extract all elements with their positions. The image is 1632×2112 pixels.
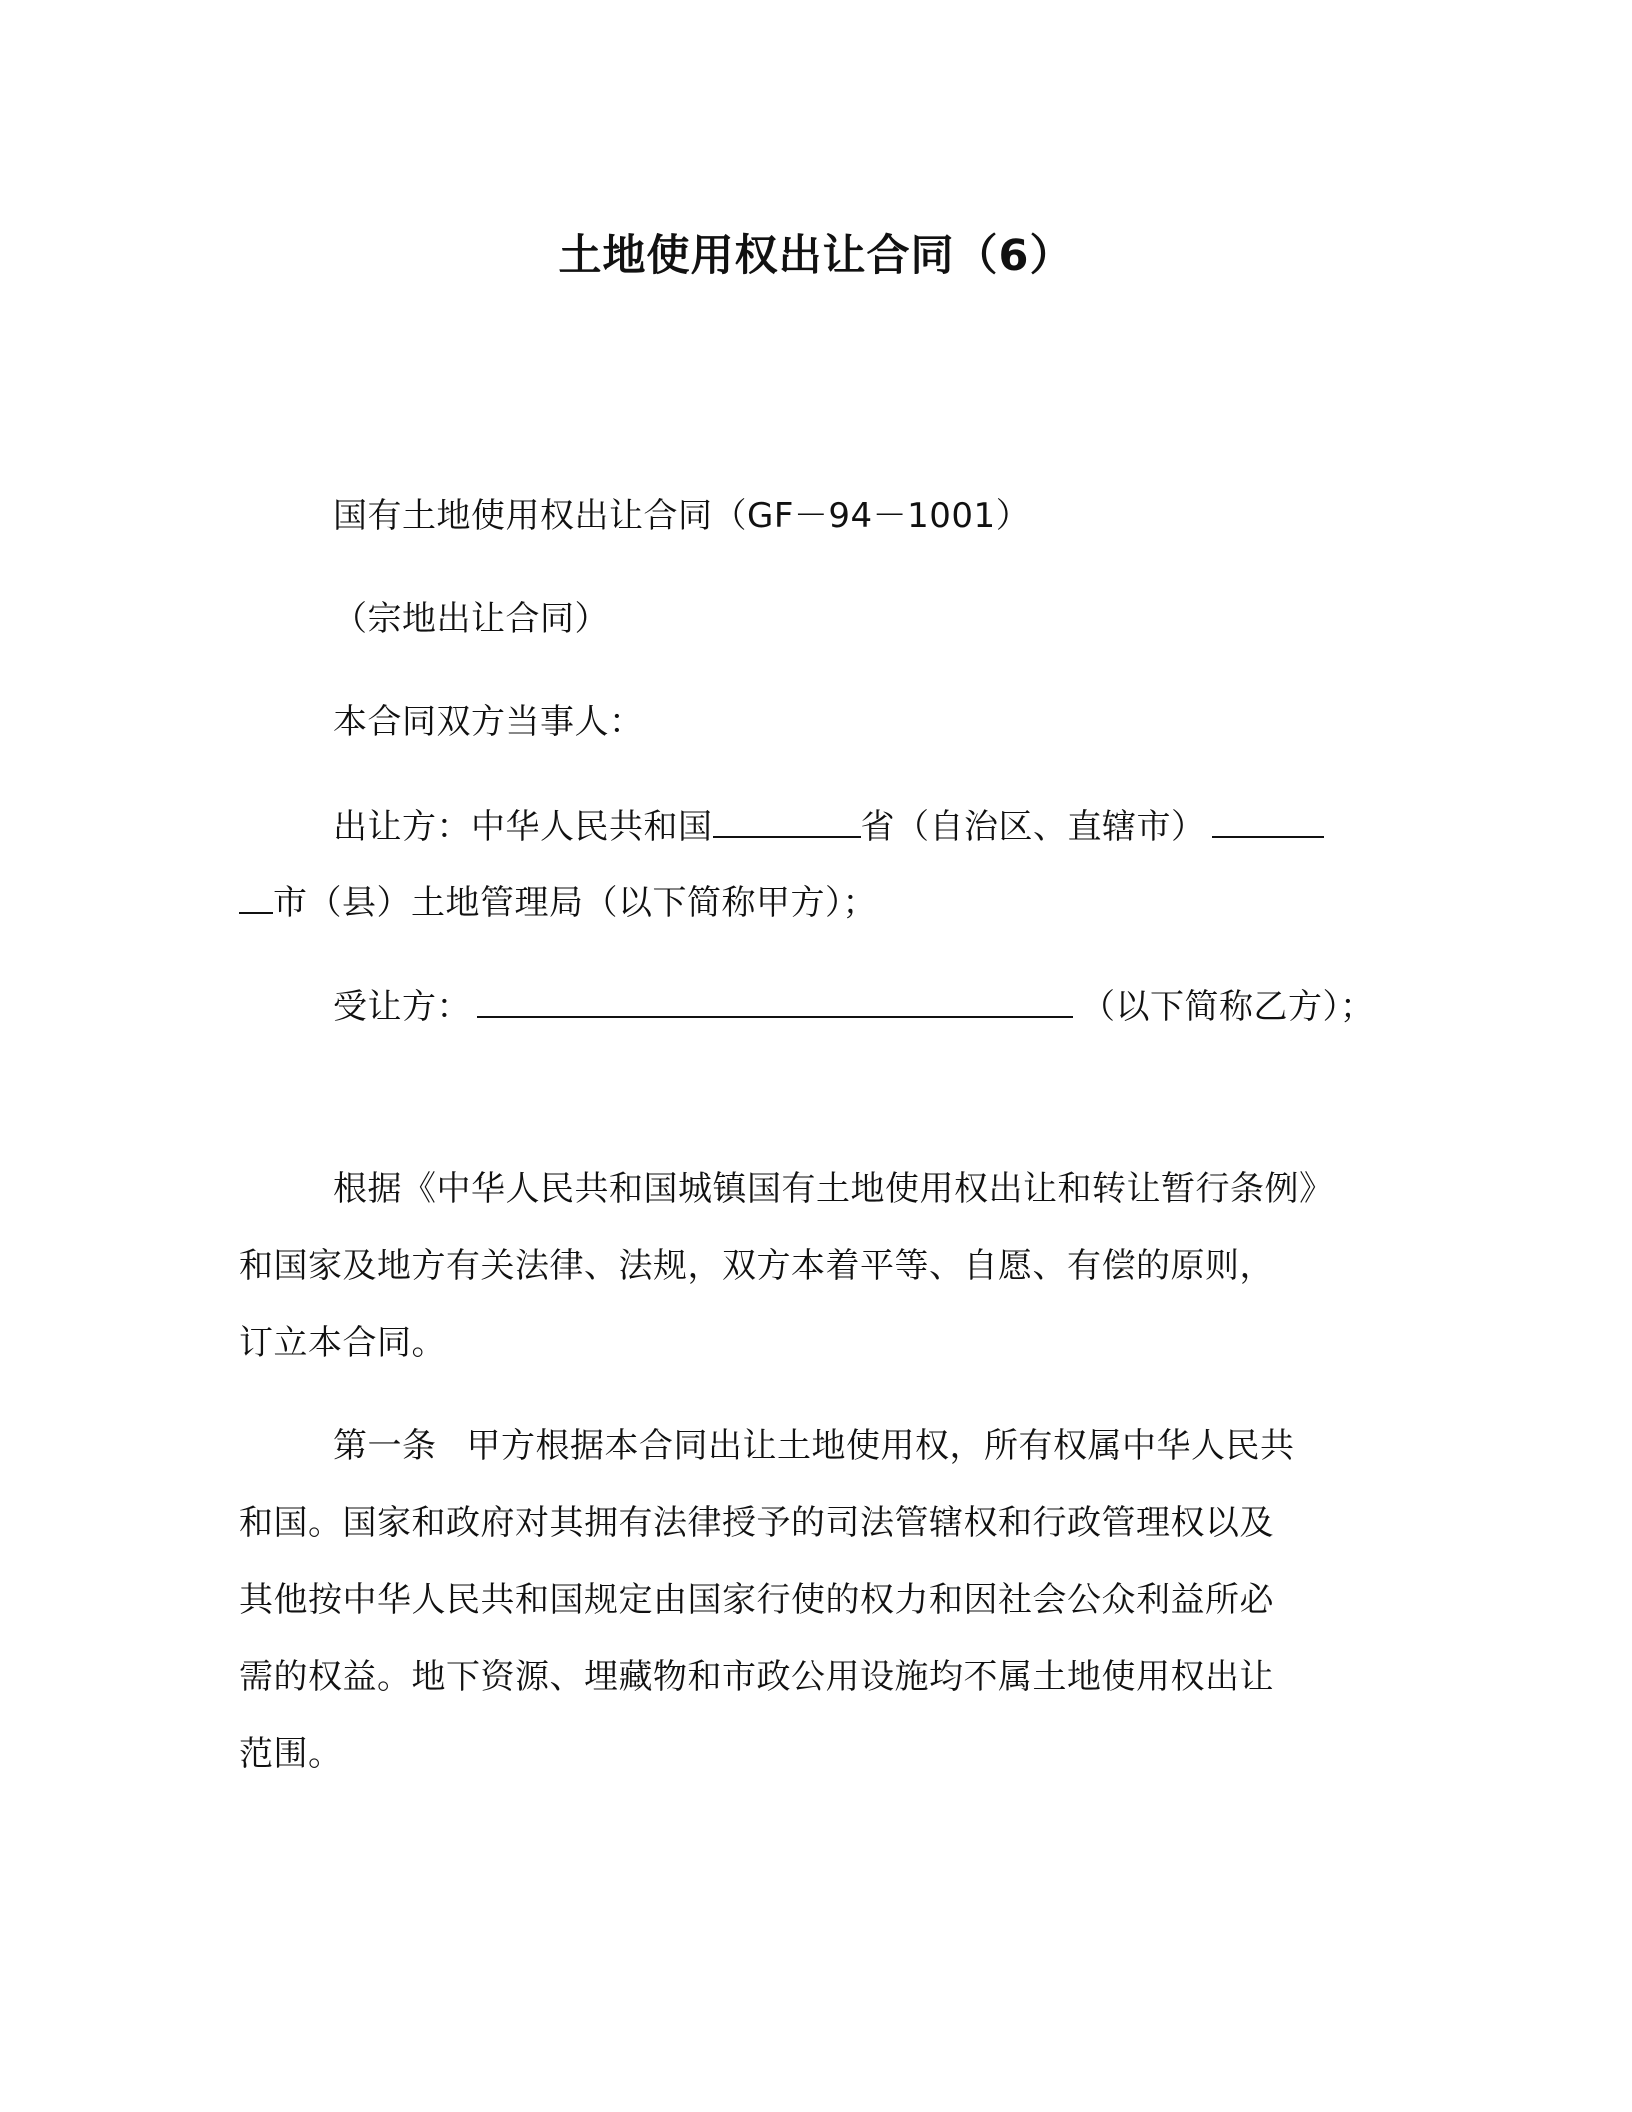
- preamble-line-1: 根据《中华人民共和国城镇国有土地使用权出让和转让暂行条例》: [333, 1169, 1334, 1209]
- transferor-line: [333, 805, 1324, 849]
- parties-heading: 本合同双方当事人：: [333, 702, 644, 742]
- article1-text-line-4: 需的权益。地下资源、埋藏物和市政公用设施均不属土地使用权出让: [239, 1657, 1274, 1697]
- city-blank-end[interactable]: [239, 882, 273, 914]
- contract-type-note: （宗地出让合同）: [333, 599, 609, 639]
- contract-subtitle: 国有土地使用权出让合同（GF－94－1001）: [333, 496, 1031, 536]
- article1-text-line-5: 范围。: [239, 1734, 343, 1774]
- transferor-line-continued: [239, 881, 877, 925]
- city-suffix: 市（县）土地管理局（以下简称甲方）；: [273, 883, 877, 923]
- transferee-line: [333, 985, 1375, 1029]
- article1-first-line: [333, 1424, 1295, 1468]
- city-blank-start[interactable]: [1212, 806, 1324, 838]
- transferee-label: 受让方：: [333, 987, 471, 1027]
- province-suffix: 省（自治区、直辖市）: [860, 807, 1206, 847]
- preamble-line-2: 和国家及地方有关法律、法规，双方本着平等、自愿、有偿的原则，: [239, 1246, 1274, 1286]
- preamble-line-3: 订立本合同。: [239, 1323, 446, 1363]
- article1-text-line-2: 和国。国家和政府对其拥有法律授予的司法管辖权和行政管理权以及: [239, 1503, 1274, 1543]
- document-title: 土地使用权出让合同（6）: [558, 231, 1074, 281]
- transferor-label: 出让方：中华人民共和国: [333, 807, 713, 847]
- transferee-suffix: （以下简称乙方）；: [1081, 987, 1375, 1027]
- article1-heading: 第一条: [333, 1426, 437, 1466]
- article1-text-line-3: 其他按中华人民共和国规定由国家行使的权力和因社会公众利益所必: [239, 1580, 1274, 1620]
- article1-text-line-1: 甲方根据本合同出让土地使用权，所有权属中华人民共: [466, 1426, 1295, 1466]
- province-blank[interactable]: [713, 806, 861, 838]
- transferee-name-blank[interactable]: [477, 986, 1073, 1018]
